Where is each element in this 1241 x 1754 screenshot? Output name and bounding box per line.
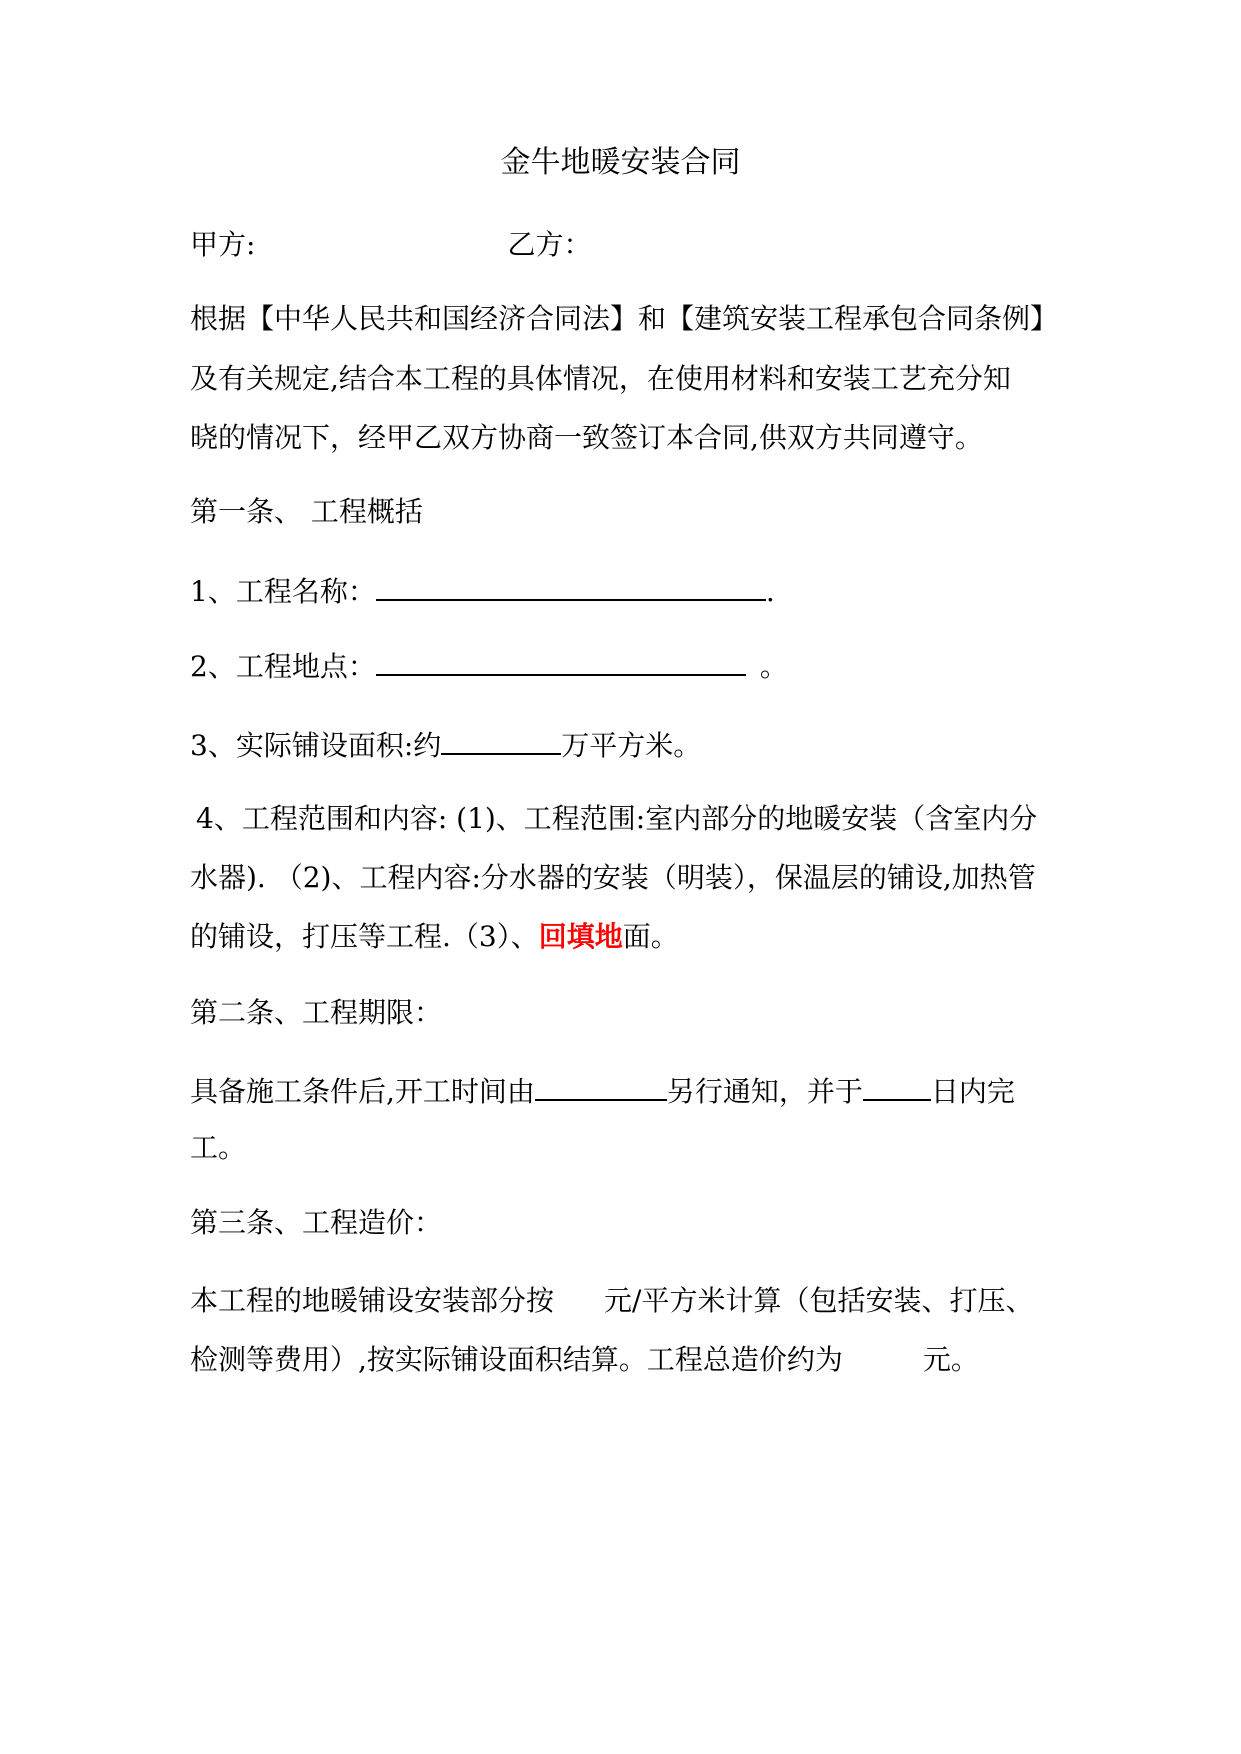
total-price-text: 检测等费用）,按实际铺设面积结算。工程总造价约为 xyxy=(190,1343,843,1376)
start-time-text: 具备施工条件后,开工时间由 xyxy=(190,1075,535,1108)
unit-price-unit: 元/平方米计算（包括安装、打压、 xyxy=(604,1284,1034,1317)
item-4-line-3-end: 面。 xyxy=(622,920,679,953)
article-2-line-1 xyxy=(190,1073,1060,1109)
highlighted-text: 回填地 xyxy=(538,920,623,953)
item-1-end: . xyxy=(765,575,775,608)
project-location-blank xyxy=(376,648,746,676)
article-2-line-2: 工。 xyxy=(190,1131,247,1164)
unit-price-text: 本工程的地暖铺设安装部分按 xyxy=(190,1284,555,1317)
days-text: 日内完 xyxy=(930,1075,1015,1108)
article-1-item-4-line-2: 水器). （2)、工程内容:分水器的安装（明装），保温层的铺设,加热管 xyxy=(190,861,1036,894)
days-blank xyxy=(863,1073,931,1101)
project-name-blank xyxy=(376,573,766,601)
article-1-item-3 xyxy=(190,727,1060,763)
article-1-item-1 xyxy=(190,573,1060,609)
notify-text: 另行通知，并于 xyxy=(666,1075,863,1108)
page-title: 金牛地暖安装合同 xyxy=(500,145,741,180)
intro-line-3: 晓的情况下，经甲乙双方协商一致签订本合同,供双方共同遵守。 xyxy=(190,421,983,454)
parties-line xyxy=(190,228,1060,262)
article-3-line-1 xyxy=(190,1284,1060,1318)
total-price-unit: 元。 xyxy=(922,1343,979,1376)
article-1-heading: 第一条、 工程概括 xyxy=(190,495,423,528)
article-3-heading: 第三条、工程造价： xyxy=(190,1206,443,1239)
project-location-label: 2、工程地点： xyxy=(190,650,376,683)
project-name-label: 1、工程名称： xyxy=(190,575,376,608)
party-b-label: 乙方： xyxy=(507,228,592,261)
area-label: 3、实际铺设面积:约 xyxy=(190,729,442,762)
area-unit: 万平方米。 xyxy=(561,729,702,762)
article-1-item-4-line-1: 4、工程范围和内容: (1)、工程范围:室内部分的地暖安装（含室内分 xyxy=(196,802,1038,835)
intro-line-2: 及有关规定,结合本工程的具体情况，在使用材料和安装工艺充分知 xyxy=(190,362,1011,395)
item-2-end: 。 xyxy=(759,650,788,683)
article-2-heading: 第二条、工程期限： xyxy=(190,996,443,1029)
intro-line-1: 根据【中华人民共和国经济合同法】和【建筑安装工程承包合同条例】 xyxy=(190,302,1059,335)
party-a-label: 甲方: xyxy=(190,228,256,261)
article-1-item-4-line-3 xyxy=(190,920,1060,954)
area-blank xyxy=(441,727,561,755)
item-4-line-3-text: 的铺设，打压等工程.（3）、 xyxy=(190,920,539,953)
article-3-line-2 xyxy=(190,1343,1060,1377)
article-1-item-2 xyxy=(190,648,1060,684)
notifier-blank xyxy=(535,1073,667,1101)
